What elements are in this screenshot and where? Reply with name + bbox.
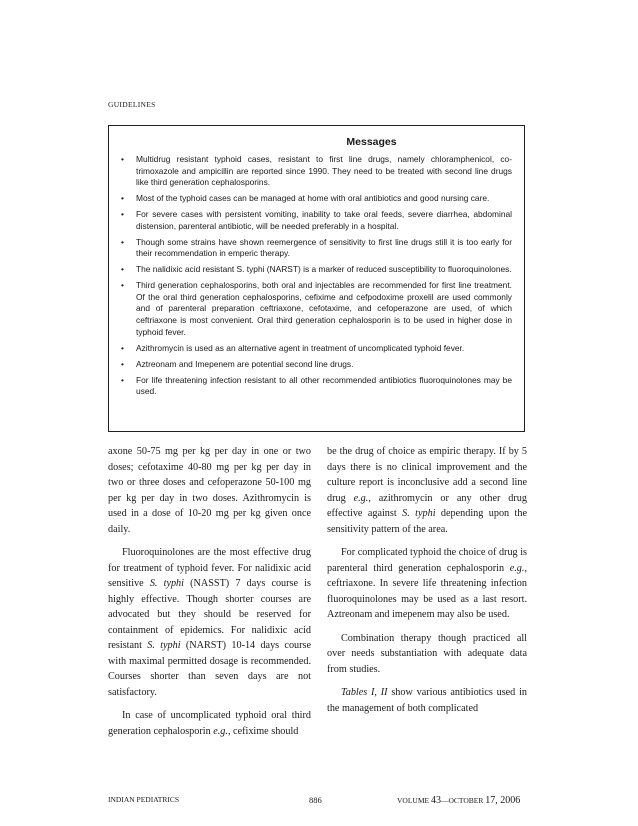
paragraph: axone 50-75 mg per kg per day in one or two doses; cefotaxime 40-80 mg per kg per day in two or three doses and cefoperazone 50-100 mg per kg per day in two doses. Azithromycin is used in a dose of 10-20 mg per kg given once daily. — [108, 446, 311, 535]
message-item: • Aztreonam and Imepenem are potential second line drugs. — [121, 358, 354, 369]
right-column — [327, 444, 527, 724]
bullet-icon: • — [121, 236, 124, 247]
bullet-icon: • — [121, 154, 124, 164]
paragraph: For complicated typhoid the choice of drug is parenteral third generation cephalosporin e.g., ceftriaxone. In severe life threatening infection fluoroquinolones may be used as a last resort. Aztreonam and imepenem may also be used. — [327, 547, 527, 620]
footer-page-number: 886 — [309, 795, 322, 805]
messages-title: Messages — [346, 136, 397, 148]
paragraph: be the drug of choice as empiric therapy. If by 5 days there is no clinical improvement and the culture report is inconclusive add a second line drug e.g., azithromycin or any other drug effective against S. typhi depending upon the sensitivity pattern of the area. — [327, 446, 527, 535]
bullet-icon: • — [121, 374, 124, 385]
footer-volume: VOLUME 43—OCTOBER 17, 2006 — [397, 795, 521, 806]
message-item: • Third generation cephalosporins, both oral and injectables are recommended for first line treatment. Of the oral third generation cephalosporins, cefixime and cefpodoxime proxelil are used commonly and of parenteral preparation ceftriaxone, cefotaxime, and cefoperazone are used, of which ceftriaxone is most convenient. Oral third generation cephalosporin is to be used in higher dose in typhoid fever. — [121, 280, 512, 337]
message-item: • Most of the typhoid cases can be managed at home with oral antibiotics and good nursing care. — [121, 193, 490, 204]
paragraph: Tables I, II show various antibiotics used in the management of both complicated — [327, 687, 527, 714]
bullet-icon: • — [121, 358, 124, 369]
left-column — [108, 444, 311, 747]
running-header: GUIDELINES — [108, 100, 156, 109]
paragraph: Fluoroquinolones are the most effective drug for treatment of typhoid fever. For nalidixic acid sensitive S. typhi (NASST) 7 days course is highly effective. Though shorter courses are advocated but they should be reserved for containment of epidemics. For nalidixic acid resistant S. typhi (NARST) 10-14 days course with maximal permitted dosage is recommended. Courses shorter than seven days are not satisfactory. — [108, 547, 312, 698]
message-item: • Azithromycin is used as an alternative agent in treatment of uncomplicated typhoid fever. — [121, 342, 465, 353]
message-item: • The nalidixic acid resistant S. typhi (NARST) is a marker of reduced susceptibility to fluoroquinolones. — [121, 264, 512, 275]
footer-journal: INDIAN PEDIATRICS — [108, 795, 180, 804]
bullet-icon: • — [121, 280, 124, 291]
messages-box — [108, 125, 525, 432]
bullet-icon: • — [121, 209, 124, 220]
bullet-icon: • — [121, 264, 124, 275]
message-item: • Though some strains have shown reemergence of sensitivity to first line drugs still it is too early for their recommendation in emperic therapy. — [121, 236, 512, 259]
message-item: • For life threatening infection resistant to all other recommended antibiotics fluoroquinolones may be used. — [121, 374, 512, 397]
message-item: • Multidrug resistant typhoid cases, resistant to first line drugs, namely chloramphenicol, co-trimoxazole and ampicillin are reported since 1990. They need to be treated with second line drugs like third generation cephalosporins. — [121, 154, 512, 188]
bullet-icon: • — [121, 193, 124, 204]
paragraph: Combination therapy though practiced all over needs substantiation with adequate data from studies. — [327, 632, 527, 675]
bullet-icon: • — [121, 342, 124, 353]
messages-list — [121, 154, 512, 398]
paragraph: In case of uncomplicated typhoid oral third generation cephalosporin e.g., cefixime should — [108, 710, 311, 737]
message-item: • For severe cases with persistent vomiting, inability to take oral feeds, severe diarrhea, abdominal distension, parenteral antibiotic, will be needed preferably in a hospital. — [121, 209, 512, 231]
